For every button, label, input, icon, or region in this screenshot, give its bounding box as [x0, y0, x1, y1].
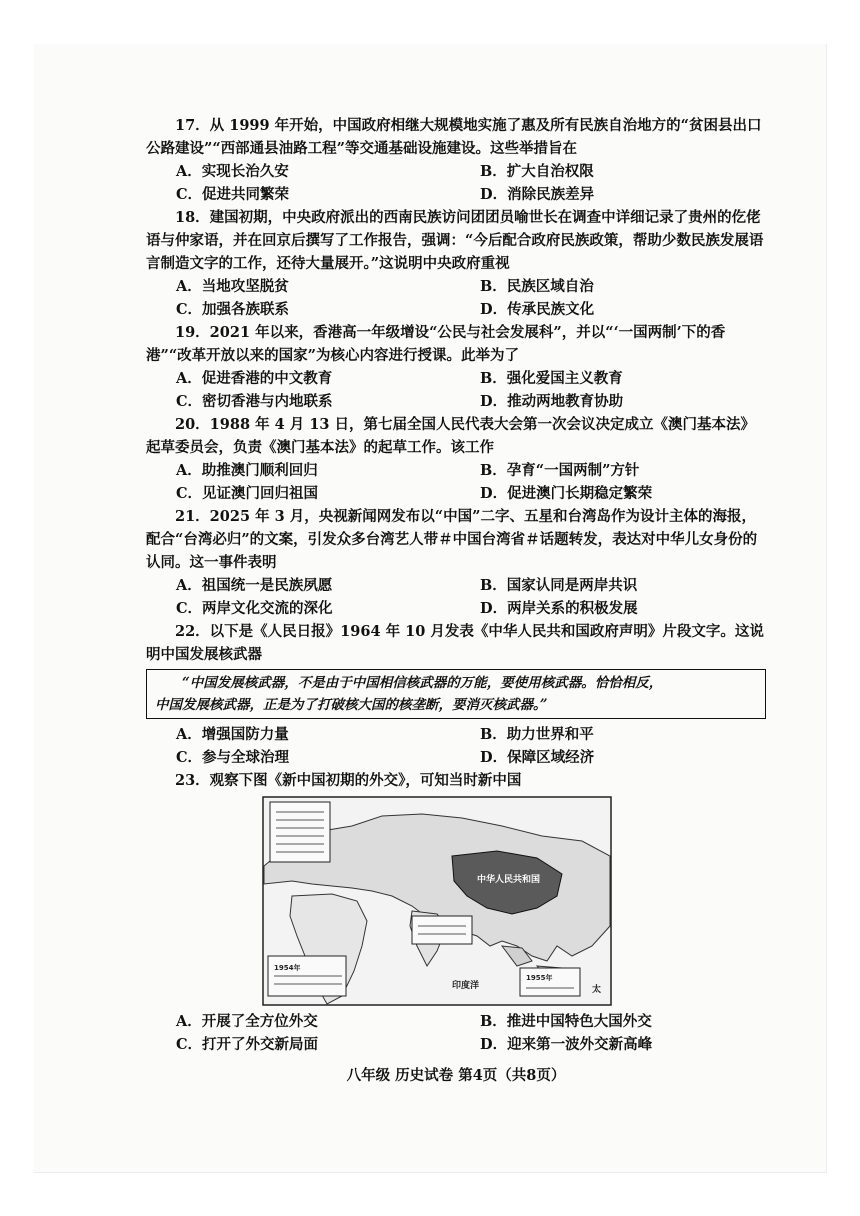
option-a[interactable]: A．实现长治久安	[176, 163, 289, 180]
option-a[interactable]: A．祖国统一是民族夙愿	[176, 577, 333, 594]
question-list	[146, 114, 766, 1087]
option-d[interactable]: D．保障区域经济	[480, 749, 595, 766]
question-22	[146, 620, 766, 769]
question-stem: 22．以下是《人民日报》1964 年 10 月发表《中华人民共和国政府声明》片段文字。这说明中国发展核武器	[146, 623, 764, 663]
question-stem: 18．建国初期，中央政府派出的西南民族访问团团员喻世长在调查中详细记录了贵州的仡佬语与仲家语，并在回京后撰写了工作报告，强调：“今后配合政府民族政策，帮助少数民族发展语言制造文字的工作，还待大量展开。”这说明中央政府重视	[146, 209, 764, 272]
option-a[interactable]: A．促进香港的中文教育	[176, 370, 333, 387]
option-a[interactable]: A．开展了全方位外交	[176, 1013, 318, 1030]
option-d[interactable]: D．传承民族文化	[480, 301, 595, 318]
options	[146, 723, 766, 769]
option-b[interactable]: B．推进中国特色大国外交	[480, 1013, 652, 1030]
question-stem: 19．2021 年以来，香港高一年级增设“公民与社会发展科”，并以“‘一国两制’下的香港”“改革开放以来的国家”为核心内容进行授课。此举为了	[146, 324, 726, 364]
options	[146, 459, 766, 505]
quote-line: “中国发展核武器，不是由于中国相信核武器的万能，要使用核武器。恰恰相反，	[182, 675, 663, 691]
option-c[interactable]: C．见证澳门回归祖国	[176, 485, 319, 502]
option-a[interactable]: A．增强国防力量	[176, 726, 289, 743]
option-b[interactable]: B．助力世界和平	[480, 726, 594, 743]
options	[146, 574, 766, 620]
question-19	[146, 321, 766, 413]
question-stem: 21．2025 年 3 月，央视新闻网发布以“中国”二字、五星和台湾岛作为设计主体的海报，配合“台湾必归”的文案，引发众多台湾艺人带＃中国台湾省＃话题转发，表达对中华儿女身份的认同。这一事件表明	[146, 508, 758, 571]
options	[146, 160, 766, 206]
map-image	[262, 796, 612, 1006]
option-d[interactable]: D．迎来第一波外交新高峰	[480, 1036, 653, 1053]
callout-box	[520, 968, 580, 996]
option-d[interactable]: D．消除民族差异	[480, 186, 595, 203]
diplomacy-map	[262, 796, 612, 1006]
option-a[interactable]: A．助推澳门顺利回归	[176, 462, 318, 479]
question-20	[146, 413, 766, 505]
question-18	[146, 206, 766, 321]
map-note-left: 1954年	[274, 964, 301, 972]
option-c[interactable]: C．参与全球治理	[176, 749, 290, 766]
question-stem: 23．观察下图《新中国初期的外交》，可知当时新中国	[175, 772, 522, 789]
option-b[interactable]: B．孕育“一国两制”方针	[480, 462, 640, 479]
option-a[interactable]: A．当地攻坚脱贫	[176, 278, 289, 295]
callout-box	[270, 802, 330, 862]
option-b[interactable]: B．国家认同是两岸共识	[480, 577, 638, 594]
question-17	[146, 114, 766, 206]
map-note-right: 1955年	[526, 974, 553, 982]
option-d[interactable]: D．促进澳门长期稳定繁荣	[480, 485, 653, 502]
question-21	[146, 505, 766, 620]
option-c[interactable]: C．密切香港与内地联系	[176, 393, 333, 410]
option-c[interactable]: C．促进共同繁荣	[176, 186, 290, 203]
question-stem: 17．从 1999 年开始，中国政府相继大规模地实施了惠及所有民族自治地方的“贫困县出口公路建设”“西部通县油路工程”等交通基础设施建设。这些举措旨在	[146, 117, 762, 157]
option-b[interactable]: B．强化爱国主义教育	[480, 370, 623, 387]
quote-line: 中国发展核武器，正是为了打破核大国的核垄断，要消灭核武器。”	[155, 697, 548, 713]
option-c[interactable]: C．两岸文化交流的深化	[176, 600, 333, 617]
question-stem: 20．1988 年 4 月 13 日，第七届全国人民代表大会第一次会议决定成立《澳门基本法》起草委员会，负责《澳门基本法》的起草工作。该工作	[146, 416, 756, 456]
option-d[interactable]: D．两岸关系的积极发展	[480, 600, 638, 617]
question-23	[146, 769, 766, 1056]
map-label-sea: 太	[592, 985, 602, 995]
option-c[interactable]: C．打开了外交新局面	[176, 1036, 319, 1053]
options	[146, 367, 766, 413]
options	[146, 275, 766, 321]
map-label-china: 中华人民共和国	[477, 875, 541, 885]
option-b[interactable]: B．扩大自治权限	[480, 163, 594, 180]
callout-box	[412, 916, 472, 944]
option-d[interactable]: D．推动两地教育协助	[480, 393, 624, 410]
map-label-ocean: 印度洋	[452, 981, 480, 991]
page-footer: 八年级 历史试卷 第4页（共8页）	[346, 1067, 566, 1084]
option-b[interactable]: B．民族区域自治	[480, 278, 594, 295]
option-c[interactable]: C．加强各族联系	[176, 301, 290, 318]
quote-box	[146, 669, 766, 719]
options	[146, 1010, 766, 1056]
